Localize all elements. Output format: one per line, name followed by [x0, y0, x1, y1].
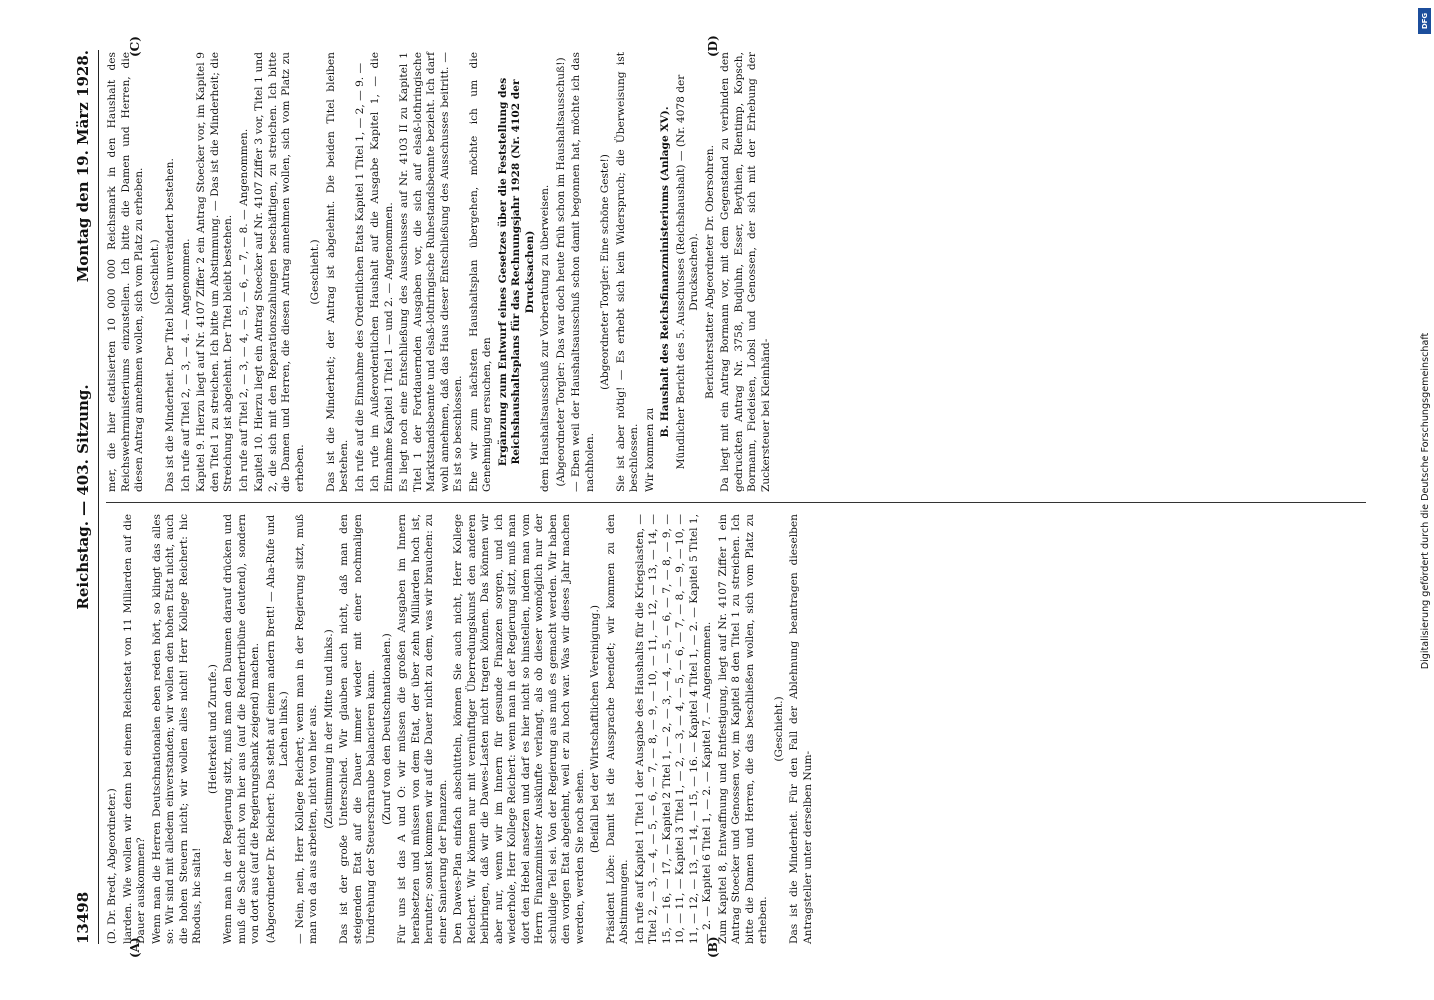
paragraph: Den Dawes-Plan einfach abschütteln, können Sie auch nicht, Herr Kollege Reichert. Wir können nur mit vernünftiger Überredungskunst den anderen beibringen, daß wir die Dawes-Lasten nicht tragen können. Das können wir aber nur, wenn wir im Innern für gesunde Finanzen sorgen, und ich wiederhole, Herr Kollege Reichert: wenn man in der Regierung sitzt, muß man dort den Hebel ansetzen und darf es hier nicht so hinstellen, indem man vom Herrn Finanzminister Auskünfte verlangt, als ob dieser womöglich nur der schuldige Teil sei. Von der Regierung aus muß es gemacht werden. Wir haben den vorigen Etat abgelehnt, weil er zu hoch war. Was wir dieses Jahr machen werden, werden Sie noch sehen. — [452, 514, 586, 944]
digitization-credit — [1417, 8, 1433, 996]
paragraph: Da liegt mit ein Antrag Bormann vor, mit dem Gegenstand zu verbinden den gedruckten Antrag Nr. 3758, Budjuhn, Esser, Beythien, Rientimp, Kopsch, Bormann, Fiedeisen, Lobsl und Genossen, der sich mit der Erhebung der Zuckersteuer bei Kleinhänd- — [719, 52, 772, 492]
paragraph: Wenn man die Herren Deutschnationalen eben reden hört, so klingt das alles so: Wir sind mit alledem einverstanden; wir wollen den hohen Etat nicht, auch die hohen Steuern nicht; wir wollen alles nicht! Herr Kollege Reichert: hic Rhodus, hic salta! — [150, 514, 203, 944]
agenda-heading: B. Haushalt des Reichsfinanzministeriums (Anlage XV). — [659, 106, 671, 438]
paragraph: Kapitel 10. Hierzu liegt ein Antrag Stoecker auf Nr. 4107 Ziffer 3 vor, Titel 1 und 2, die sich mit den Reparationszahlungen beschäftigen, zu streichen. Ich bitte die Damen und Herren, die diesen Antrag annehmen wollen, sich vom Platz zu erheben. — [253, 52, 306, 492]
paragraph: Das ist die Minderheit. Für den Fall der Ablehnung beantragen dieselben Antragsteller unter derselben Num- — [788, 514, 814, 944]
paragraph: Ich rufe auf Titel 2, — 3, — 4, — 5, — 6, — 7, — 8. — Angenommen. — [237, 128, 250, 492]
paragraph: — Nein, nein, Herr Kollege Reichert; wenn man in der Regierung sitzt, muß man von da aus arbeiten, nicht von hier aus. — [293, 514, 319, 944]
page-number: 13498 — [74, 891, 92, 944]
paragraph: Zum Kapitel 8, Entwaffnung und Entfestigung, liegt auf Nr. 4107 Ziffer 1 ein Antrag Stoecker und Genossen vor, im Kapitel 8 den Titel 1 zu streichen. Ich bitte die Damen und Herren, die das beschließen wollen, sich vom Platz zu erheben. — [716, 514, 769, 944]
interjection: (Geschieht.) — [148, 239, 161, 305]
paragraph: Kapitel 9. Hierzu liegt auf Nr. 4107 Ziffer 2 ein Antrag Stoecker vor, im Kapitel 9 den Titel 1 zu streichen. Ich bitte um Abstimmung. — Das ist die Minderheit; die Streichung ist abgelehnt. Der Titel bleibt bestehen. — [195, 52, 234, 492]
interjection: (Geschieht.) — [772, 696, 785, 762]
paragraph: Ich rufe auf die Einnahme des Ordentlichen Etats Kapitel 1 Titel 1, — 2, — 9. — — [353, 62, 366, 492]
interjection: (Zustimmung in der Mitte und links.) — [322, 629, 335, 829]
credit-text: Digitalisierung gefördert durch die Deutsche Forschungsgemeinschaft — [1420, 332, 1431, 670]
margin-mark-c: (C) — [128, 36, 142, 57]
agenda-heading: Ergänzung zum Entwurf eines Gesetzes über die Feststellung des Reichshaushaltsplans für das Rechnungsjahr 1928 (Nr. 4102 der Drucksachen) — [496, 77, 536, 467]
rapporteur-line: Berichterstatter Abgeordneter Dr. Obersohren. — [703, 145, 716, 399]
dfg-logo: DFG — [1418, 8, 1431, 34]
page-content — [66, 32, 1386, 962]
paragraph: Präsident Löbe: Damit ist die Aussprache beendet; wir kommen zu den Abstimmungen. — [604, 514, 630, 944]
paragraph: mer, die hier etatisierten 10 000 000 Reichsmark in den Haushalt des Reichswehrministeriums einzustellen. Ich bitte die Damen und Herren, die diesen Antrag annehmen wollen, sich vom Platz zu erheben. — [106, 52, 145, 492]
paragraph: Das ist die Minderheit. Der Titel bleibt unverändert bestehen. — [164, 158, 176, 492]
paragraph: Das ist die Minderheit; der Antrag ist abgelehnt. Die beiden Titel bleiben bestehen. — [324, 52, 350, 492]
session-date: Montag den 19. März 1928. — [74, 50, 92, 283]
interjection: (Zuruf von den Deutschnationalen.) — [380, 633, 393, 825]
paragraph: Sie ist aber nötig! — Es erhebt sich kein Widerspruch; die Überweisung ist beschlossen. — [614, 52, 640, 492]
interjection: (Abgeordneter Torgler: Eine schöne Geste!) — [599, 154, 611, 390]
paragraph: dem Haushaltsausschuß zur Vorberatung zu überweisen. — [539, 184, 551, 492]
paragraph: Es liegt noch eine Entschließung des Ausschusses auf Nr. 4103 II zu Kapitel 1 Titel 1 der Fortdauernden Ausgaben vor, die sich auf elsaß-lothringische Marktstandsbeamte und elsaß-lothringische Ruhestandsbeamte bezieht. Ich darf wohl annehmen, daß das Haus dieser Entschließung des Ausschusses beitritt. — Es ist so beschlossen. — [398, 52, 464, 492]
margin-mark-d: (D) — [706, 35, 720, 57]
margin-mark-a: (A) — [128, 937, 142, 958]
interjection: (Abgeordneter Torgler: Das war doch heute früh schon im Haushaltsausschuß!) — [554, 57, 567, 487]
paragraph: Ich rufe auf Kapitel 1 Titel 1 der Ausgabe des Haushalts für die Kriegslasten, — Titel 2, — 3, — 4, — 5, — 6, — 7, — 8, — 9, — 10, — 11, — 12, — 13, — 14, — 15, — 16, — 17, — Kapitel 2 Titel 1, — 2, — 3, — 4, — 5, — 6, — 7, — 8, — 9, — 10, — 11, — Kapitel 3 Titel 1, — 2, — 3, — 4, — 5, — 6, — 7, — 8, — 9, — 10, — 11, — 12, — 13, — 14, — 15, — 16. — Kapitel 4 Titel 1, — 2. — Kapitel 5 Titel 1, — 2. — Kapitel 6 Titel 1, — 2. — Kapitel 7. — Angenommen. — [633, 514, 713, 944]
paragraph: Das ist der große Unterschied. Wir glauben auch nicht, daß man den steigenden Etat auf die Dauer immer wieder mit einer nochmaligen Umdrehung der Steuerschraube balancieren kann. — [338, 514, 377, 944]
right-column — [106, 52, 775, 492]
interjection: (Heiterkeit und Zurufe.) — [206, 664, 219, 794]
paragraph: Wenn man in der Regierung sitzt, muß man den Daumen darauf drücken und muß die Sache nicht von hier aus (auf die Rednertribüne deutend), sondern von dort aus (auf die Regierungsbank zeigend) machen. — [222, 514, 261, 944]
interjection: (Beifall bei der Wirtschaftlichen Vereinigung.) — [589, 605, 601, 853]
paragraph: Für uns ist das A und O: wir müssen die großen Ausgaben im Innern herabsetzen und müssen von dem Etat, der über zehn Milliarden hoch ist, herunter; sonst kommen wir auf die Dauer nicht zu dem, was wir brauchen: zu einer Sanierung der Finanzen. — [396, 514, 449, 944]
paragraph: Ich rufe auf Titel 2, — 3, — 4. — Angenommen. — [179, 238, 192, 492]
header-rule — [98, 50, 99, 944]
report-line: Mündlicher Bericht des 5. Ausschusses (Reichshaushalt) — (Nr. 4078 der Drucksachen). — [674, 74, 700, 470]
session-title: Reichstag. — 403. Sitzung. — [74, 384, 92, 610]
margin-mark-b: (B) — [706, 936, 720, 958]
paragraph: liarden. Wie wollen wir denn bei einem Reichsetat von 11 Milliarden auf die Dauer auskommen? — [121, 514, 147, 944]
paragraph: Wir kommen zu — [643, 407, 656, 492]
page-header — [74, 50, 100, 944]
speaker-line: (D. Dr. Bredt, Abgeordneter.) — [106, 788, 118, 944]
interjection: (Geschieht.) — [309, 239, 321, 305]
paragraph: Ich rufe im Außerordentlichen Haushalt auf die Ausgabe Kapitel 1, — die Einnahme Kapitel 1 Titel 1 — und 2. — Angenommen. — [369, 52, 395, 492]
interjection: (Abgeordneter Dr. Reichert: Das steht auf einem andern Brett! — Aha-Rufe und Lachen links.) — [264, 514, 290, 944]
paragraph: — Eben weil der Haushaltsausschuß schon damit begonnen hat, möchte ich das nachholen. — [570, 52, 596, 492]
column-divider — [106, 502, 1366, 503]
paragraph: Ehe wir zum nächsten Haushaltsplan übergehen, möchte ich um die Genehmigung ersuchen, den — [467, 52, 493, 492]
left-column — [106, 514, 817, 944]
